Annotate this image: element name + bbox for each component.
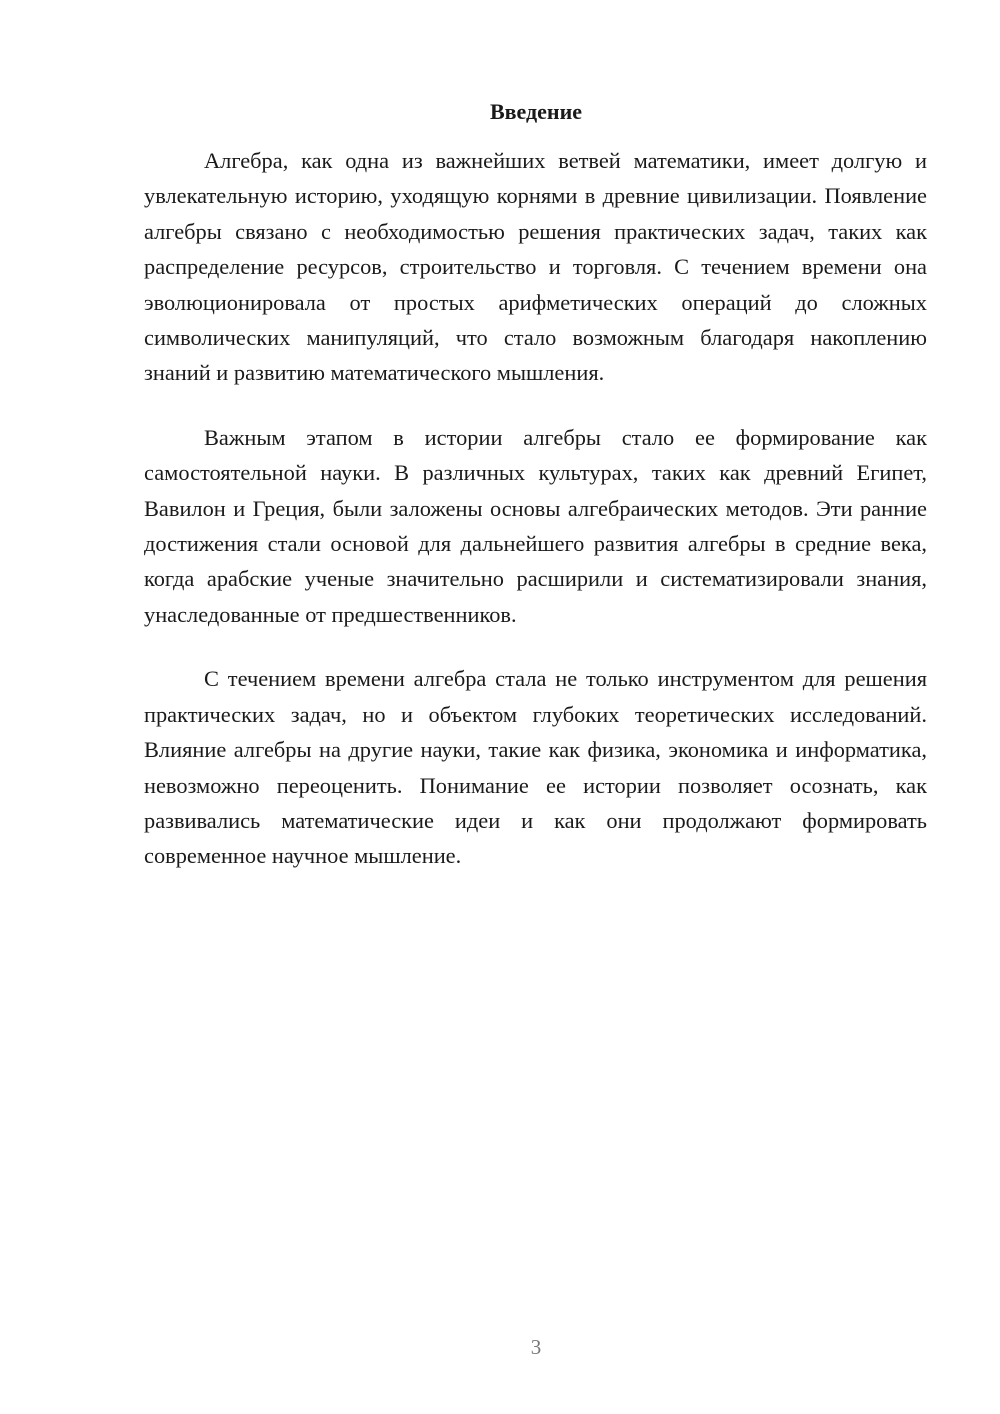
paragraph-1: Алгебра, как одна из важнейших ветвей математики, имеет долгую и увлекательную историю, уходящую корнями в древние цивилизации. Появление алгебры связано с необходимостью решения практических задач, таких как распределение ресурсов, строительство и торговля. С течением времени она эволюционировала от простых арифметических операций до сложных символических манипуляций, что стало возможным благодаря накоплению знаний и развитию математического мышления. [144,148,927,386]
paragraph-3: С течением времени алгебра стала не только инструментом для решения практических задач, но и объектом глубоких теоретических исследований. Влияние алгебры на другие науки, такие как физика, экономика и информатика, невозможно переоценить. Понимание ее истории позволяет осознать, как развивались математические идеи и как они продолжают формировать современное научное мышление. [144,666,927,869]
section-title: Введение [489,99,583,124]
document-body [144,143,927,903]
paragraph-2: Важным этапом в истории алгебры стало ее формирование как самостоятельной науки. В различных культурах, таких как древний Египет, Вавилон и Греция, были заложены основы алгебраических методов. Эти ранние достижения стали основой для дальнейшего развития алгебры в средние века, когда арабские ученые значительно расширили и систематизировали знания, унаследованные от предшественников. [144,424,927,627]
page-number: 3 [530,1335,542,1359]
